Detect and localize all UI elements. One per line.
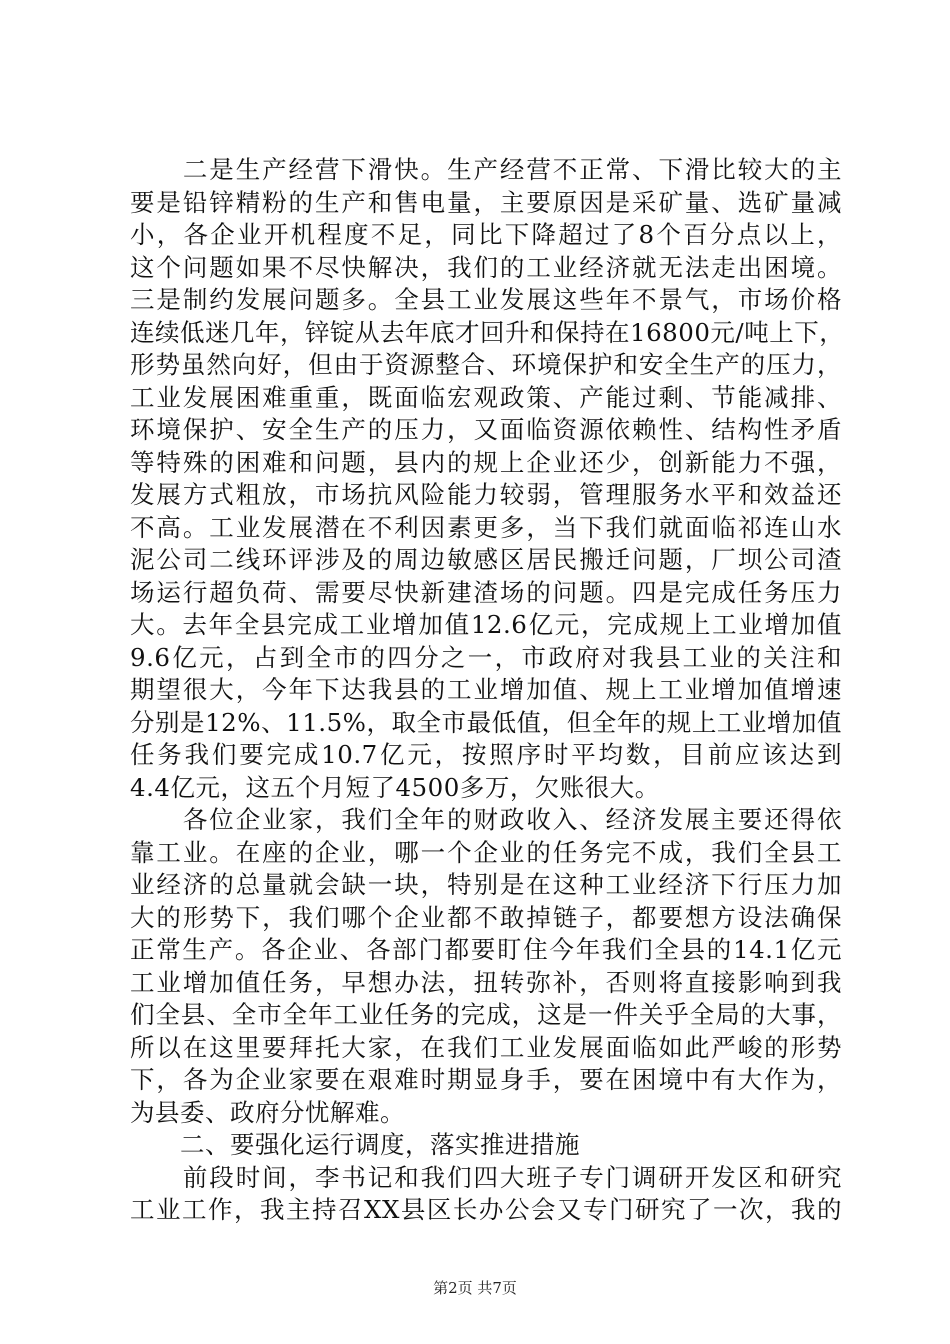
text-line: 靠工业。在座的企业，哪一个企业的任务完不成，我们全县工 xyxy=(130,837,842,867)
text-line: 大。去年全县完成工业增加值12.6亿元，完成规上工业增加值 xyxy=(130,610,842,639)
text-line: 连续低迷几年，锌锭从去年底才回升和保持在16800元/吨上下， xyxy=(130,317,845,347)
text-line: 等特殊的困难和问题，县内的规上企业还少，创新能力不强， xyxy=(130,447,842,477)
text-line: 泥公司二线环评涉及的周边敏感区居民搬迁问题，厂坝公司渣 xyxy=(130,545,842,574)
text-line: 所以在这里要拜托大家，在我们工业发展面临如此严峻的形势 xyxy=(130,1032,842,1062)
text-line: 环境保护、安全生产的压力，又面临资源依赖性、结构性矛盾 xyxy=(130,415,842,444)
text-line: 期望很大，今年下达我县的工业增加值、规上工业增加值增速 xyxy=(130,675,842,704)
text-line: 小，各企业开机程度不足，同比下降超过了8个百分点以上， xyxy=(130,220,842,249)
text-line: 下，各为企业家要在艰难时期显身手，要在困境中有大作为， xyxy=(130,1065,842,1094)
text-line: 二、要强化运行调度，落实推进措施 xyxy=(130,1130,580,1159)
page-footer: 第2页 共7页 xyxy=(433,1279,517,1297)
body-text xyxy=(130,154,845,1227)
text-line: 场运行超负荷、需要尽快新建渣场的问题。四是完成任务压力 xyxy=(130,577,842,607)
text-line: 要是铅锌精粉的生产和售电量，主要原因是采矿量、选矿量减 xyxy=(130,187,842,217)
text-line: 业经济的总量就会缺一块，特别是在这种工业经济下行压力加 xyxy=(130,870,842,899)
text-line: 4.4亿元，这五个月短了4500多万，欠账很大。 xyxy=(130,772,660,802)
text-line: 前段时间，李书记和我们四大班子专门调研开发区和研究 xyxy=(130,1162,842,1192)
text-line: 大的形势下，我们哪个企业都不敢掉链子，都要想方设法确保 xyxy=(130,902,842,932)
text-line: 分别是12%、11.5%，取全市最低值，但全年的规上工业增加值 xyxy=(130,707,842,737)
text-line: 三是制约发展问题多。全县工业发展这些年不景气，市场价格 xyxy=(130,285,842,314)
text-line: 这个问题如果不尽快解决，我们的工业经济就无法走出困境。 xyxy=(130,252,842,282)
text-line: 们全县、全市全年工业任务的完成，这是一件关乎全局的大事， xyxy=(130,1000,842,1029)
text-line: 工业增加值任务，早想办法，扭转弥补，否则将直接影响到我 xyxy=(130,967,842,997)
text-line: 正常生产。各企业、各部门都要盯住今年我们全县的14.1亿元 xyxy=(130,935,842,964)
text-line: 二是生产经营下滑快。生产经营不正常、下滑比较大的主 xyxy=(130,155,842,184)
text-line: 任务我们要完成10.7亿元，按照序时平均数，目前应该达到 xyxy=(130,740,842,769)
text-line: 不高。工业发展潜在不利因素更多，当下我们就面临祁连山水 xyxy=(130,512,842,542)
text-line: 形势虽然向好，但由于资源整合、环境保护和安全生产的压力， xyxy=(130,350,842,379)
text-line: 为县委、政府分忧解难。 xyxy=(130,1097,405,1127)
text-line: 各位企业家，我们全年的财政收入、经济发展主要还得依 xyxy=(130,805,842,834)
text-line: 工业发展困难重重，既面临宏观政策、产能过剩、节能减排、 xyxy=(130,382,842,412)
text-line: 9.6亿元，占到全市的四分之一，市政府对我县工业的关注和 xyxy=(130,642,842,672)
text-line: 工业工作，我主持召XX县区长办公会又专门研究了一次，我的 xyxy=(130,1195,842,1224)
text-line: 发展方式粗放，市场抗风险能力较弱，管理服务水平和效益还 xyxy=(130,480,842,509)
